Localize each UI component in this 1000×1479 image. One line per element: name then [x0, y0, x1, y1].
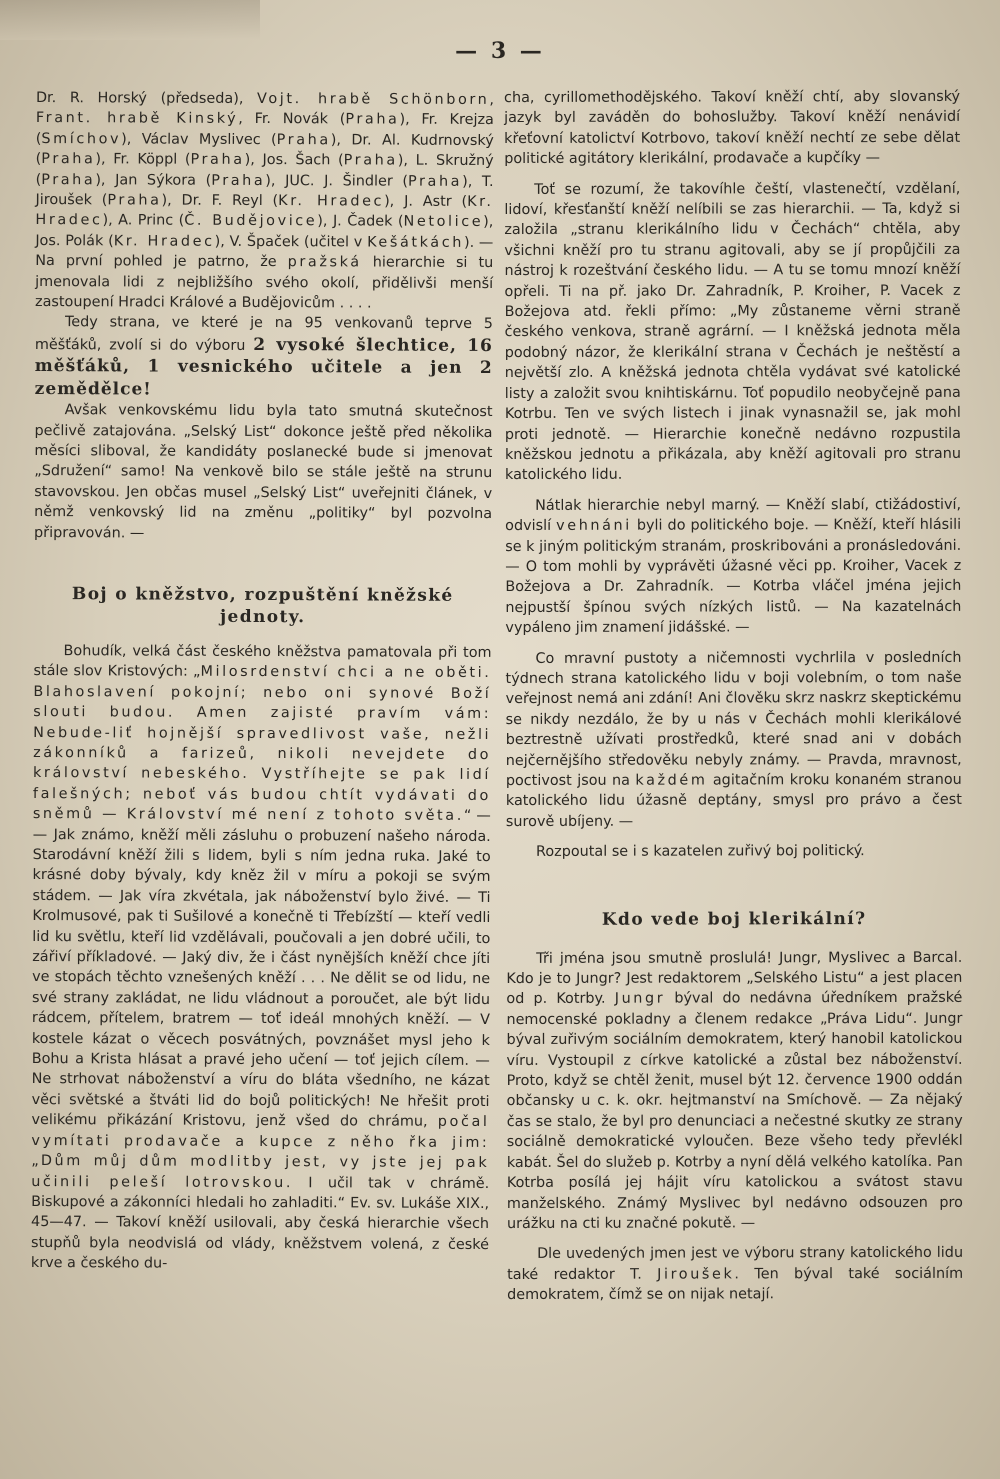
text-run: ), Jos. Polák (: [35, 214, 494, 250]
spaced-text: Praha: [41, 151, 96, 168]
concealment-paragraph: Avšak venkovskému lidu byla tato smutná skutečnost pečlivě zatajována. „Selský List“ dokonce ještě před několika měsíci sliboval, že kandidáty poslanecké bude si jmenovat „Sdružení“ samo! Na venkově bilo se stále ještě na strunu stavovskou. Jen občas musel „Selský List“ uveřejniti článek, v němž venkovský lid na změnu „politiky“ byl pozvolna připravován. —: [34, 402, 493, 542]
page-number: — 3 —: [455, 38, 545, 64]
text-run: ,: [489, 91, 494, 108]
paper-edge-stain: [0, 0, 260, 40]
text-run: Nátlak hierarchie nebyl marný. — Kněží slabí, ctižádostiví, odvislí: [505, 496, 962, 535]
text-run: ), Dr. Al. Kudrnovský (: [35, 132, 494, 168]
spaced-text: Praha: [107, 192, 162, 209]
spaced-text: Praha: [407, 173, 463, 190]
spaced-text: pražská: [287, 254, 362, 271]
text-run: ), Václav Myslivec (: [121, 131, 277, 148]
text-run: ), J. Astr (: [384, 193, 468, 210]
spaced-text: počal vymítati prodavače a kupce z něho řka jim: „Dům můj dům modlitby jest, vy jste jej pak učinili peleší lotrovskou.: [31, 1114, 490, 1191]
text-run: Toť se rozumí, že takovíhle čeští, vlastenečtí, vzdělaní, lidoví, křesťanští kněží nelíbili se zas hierarchii. — Ta, když si založila „stranu klerikálního lidu v Čechách“ chtěla, aby všichni kněží pro tu stranu agitovali, aby se jí propůjčili za nástroj k rozeštvání českého lidu. — A tu se tomu mnozí kněží opřeli. Ti na př. jako Dr. Zahradník, P. Kroiher, P. Vacek z Božejova atd. řekli přímo: „My zůstaneme věrni straně českého venkova, straně agrární. — I kněžská jednota měla podobný názor, že klerikální strana v Čechách je neštěstí a největší zlo. A kněžská jednota chtěla vydávat své katolické listy a založit svou knihtiskárnu. Toť popudilo neobyčejně pana Kotrbu. Ten ve svých listech i jinak vynasnažil se, jak mohl proti jednotě. — Hierarchie konečně nedávno rozpustila kněžskou jednotu a přikázala, aby kněží agitovali pro stranu katolického lidu.: [504, 180, 961, 484]
continuation-paragraph: cha, cyrillomethodějského. Takoví kněží chtí, aby slovanský jazyk byl zaváděn do bohoslužby. Takoví kněží nenávidí křeťovní katolictví Kotrbovo, takoví kněží nechtí ze sebe dělat politické agitátory klerikální, prodavače a kupčíky —: [504, 88, 961, 168]
spaced-text: Jiroušek: [657, 1266, 735, 1283]
spaced-text: Kr. Hradec: [113, 233, 215, 250]
spaced-text: Kr. Hradec: [35, 193, 494, 229]
spaced-text: Praha: [211, 172, 266, 189]
text-run: ), Dr. F. Reyl (: [161, 192, 279, 210]
emphasized-text: 2 vysoké šlechtice, 16 měšťáků, 1 vesnického učitele a jen 2 zemědělce!: [34, 334, 493, 400]
pulpit-paragraph: Rozpoutal se i s kazatelen zuřivý boj politický.: [535, 843, 865, 861]
right-column: [504, 87, 963, 1306]
moral-decay-paragraph: [505, 647, 961, 832]
text-run: agitačním kroku konaném stranou katolického lidu úžasně deptány, smysl pro právo a čest surově ubíjeny. —: [505, 771, 962, 830]
spaced-text: Praha: [190, 151, 245, 169]
text-run: I učil tak v chrámě. Biskupové a zákonníci hledali ho zahladiti.“ Ev. sv. Lukáše XIX., 45—47. — Takoví kněží usilovali, aby česká hierarchie všech stupňů byla neodvislá od vlády, kněžstvem volená, z české krve a českého du-: [30, 1174, 490, 1272]
text-run: Dle uvedených jmen jest ve výboru strany katolického lidu také redaktor T.: [507, 1245, 964, 1283]
spaced-text: Č. Budějovice: [184, 213, 318, 230]
spaced-text: Frant. hrabě Kinský: [35, 110, 239, 128]
jungr-paragraph: [506, 947, 963, 1234]
spaced-text: Vojt. hrabě Schönborn: [257, 90, 490, 108]
text-run: ). — Na první pohled je patrno, že: [35, 234, 494, 271]
text-run: Bohudík, velká část českého kněžstva pamatovala při tom stále slov Kristových: „: [33, 643, 492, 681]
text-run: ), T. Jiroušek (: [35, 173, 494, 209]
spaced-text: Praha: [41, 171, 96, 188]
section-heading-who-leads: Kdo vede boj klerikální?: [601, 908, 867, 930]
spaced-text: Praha: [345, 111, 400, 128]
text-run: . Ten býval také sociálním demokratem, čímž se on nijak netají.: [507, 1265, 964, 1304]
spaced-text: Praha: [276, 131, 331, 149]
spaced-text: Netolice: [403, 214, 484, 231]
committee-list-paragraph: [35, 88, 494, 314]
spaced-text: Kr. Hradec: [278, 193, 385, 210]
section-heading-priesthood: Boj o kněžstvo, rozpuštění kněžské jednoty.: [71, 584, 454, 628]
jirousek-paragraph: [507, 1243, 963, 1305]
text-run: ), V. Špaček (učitel v: [214, 233, 368, 251]
text-run: ), L. Skružný (: [35, 152, 494, 188]
committee-composition-paragraph: [35, 312, 493, 402]
spaced-text: Kešátkách: [367, 234, 465, 251]
spaced-text: Praha: [343, 152, 398, 169]
text-run: býval do nedávna úředníkem pražské nemocenské pokladny a členem redakce „Práva Lidu“. Jungr býval zuřivým sociálním demokratem, který hanobil katolickou víru. Vystoupil z církve katolické a zůstal bez náboženství. Proto, když se chtěl ženit, musel být 12. července 1900 oddán občansky u c. k. okr. hejtmanství na Smíchově. — Za nějaký čas se stalo, že byl pro denunciaci a nečestné skutky ze strany sociálně demokratické vyloučen. Beze všeho tedy převlékl kabát. Šel do služeb p. Kotrby a nyní dělá velkého katolíka. Pan Kotrba posílá jej hájit víru katolickou a svátost stavu manželského. Známý Myslivec byl nedávno odsouzen pro urážku na cti ku značné pokutě. —: [506, 990, 963, 1232]
text-run: hierarchie si tu jmenovala lidi z nejbližšího svého okolí, přidělivši menší zastoupení Hradci Králové a Budějovicům . . . .: [35, 254, 494, 312]
spaced-text: každém: [635, 772, 708, 789]
text-run: ), Fr. Köppl (: [95, 151, 191, 168]
text-run: Dr. R. Horský (předseda),: [35, 89, 258, 107]
text-run: ), Fr. Krejza (: [35, 111, 494, 147]
priesthood-paragraph: [31, 641, 492, 1276]
text-run: ), Jos. Šach (: [244, 152, 344, 169]
left-column: [31, 88, 494, 1276]
text-run: ), JUC. J. Šindler (: [265, 172, 409, 190]
text-run: Co mravní pustoty a ničemnosti vychrlila v posledních týdnech strana katolického lidu v boji volebním, o tom naše veřejnost nemá ani zdání! Ani člověku skrz naskrz skeptickému se nikdy nezdálo, že by u nás v Čechách mohli klerikálové beztrestně užívati prostředků, které snad ani v dobách nejčernějšího středověku nebyly známy. — Pravda, mravnost, poctivost jsou na: [505, 649, 962, 789]
text-run: byli do politického boje. — Kněží, kteří hlásili se k jiným politickým stranám, proskribováni a pronásledováni. — O tom mohli by vyprávěti úžasné věci pp. Kroiher, Vacek z Božejova a Dr. Zahradník. — Kotrba vláčel jména jejich nejpustší špínou svých nízkých listů. — Na kazatelnách vypáleno jim znamení jidášské. —: [505, 516, 962, 637]
text-run: , Fr. Novák (: [238, 111, 346, 128]
spaced-text: Smíchov: [41, 130, 122, 148]
spaced-text: Milosrdenství chci a ne oběti. Blahoslavení pokojní; nebo oni synové Boží slouti budou. Amen zajisté pravím vám: Nebude-liť hojnější spravedlivost vaše, nežli zákonníků a farizeů, nikoli nevejdete do království nebeského. Vystříhejte se pak lidí falešných; neboť vás budou chtít vydávati do sněmů — Království mé není z tohoto světa.: [32, 664, 492, 825]
text-run: ), J. Čadek (: [317, 213, 404, 231]
spaced-text: Jungr: [614, 991, 666, 1008]
spaced-text: vehnáni: [556, 517, 632, 534]
text-run: ), Jan Sýkora (: [95, 171, 212, 189]
text-run: ), A. Princ (: [102, 212, 185, 230]
text-run: Tři jména jsou smutně proslulá! Jungr, Myslivec a Barcal. Kdo je to Jungr? Jest redaktorem „Selského Listu“ a jest placen od p. Kotrby.: [506, 949, 963, 1008]
pressure-paragraph: [505, 495, 961, 639]
text-run: Tedy strana, ve které je na 95 venkovanů teprve 5 měšťáků, zvolí si do výboru: [34, 314, 494, 354]
hierarchy-paragraph: [504, 178, 961, 485]
text-run: “ — — Jak známo, kněží měli zásluhu o probuzení našeho národa. Starodávní kněží žili s lidem, byli s ním jedna ruka. Jaké to krásné doby bývaly, kdy kněz žil v míru a pokoji se svým stádem. — Jak víra zkvétala, jak náboženství bylo živé. — Ti Krolmusové, pak ti Sušilové a konečně ti Třebízští — kteří vedli lid ku světlu, kteří lid vzdělávali, poučovali a jen dobré učili, to zářiví příkladové. — Jaký div, že i část nynějších kněží chce jíti ve stopách těchto vznešených kněží . . . Ne dělit se od lidu, ne své strany zakládat, ne lidu vládnout a poroučet, ale být lidu rádcem, přítelem, bratrem — toť ideál mnohých kněží. — V kostele kázat o věcech posvátných, povznášet mysl jeho k Bohu a Krista hlásat a pravé jeho učení — toť jejich cílem. — Ne strhovat náboženství a víru do bláta všedního, ne kázat věci světské a štváti lid do bojů politických! Ne hřešit proti velikému přikázání Kristovu, jenž všed do chrámu,: [31, 808, 491, 1131]
